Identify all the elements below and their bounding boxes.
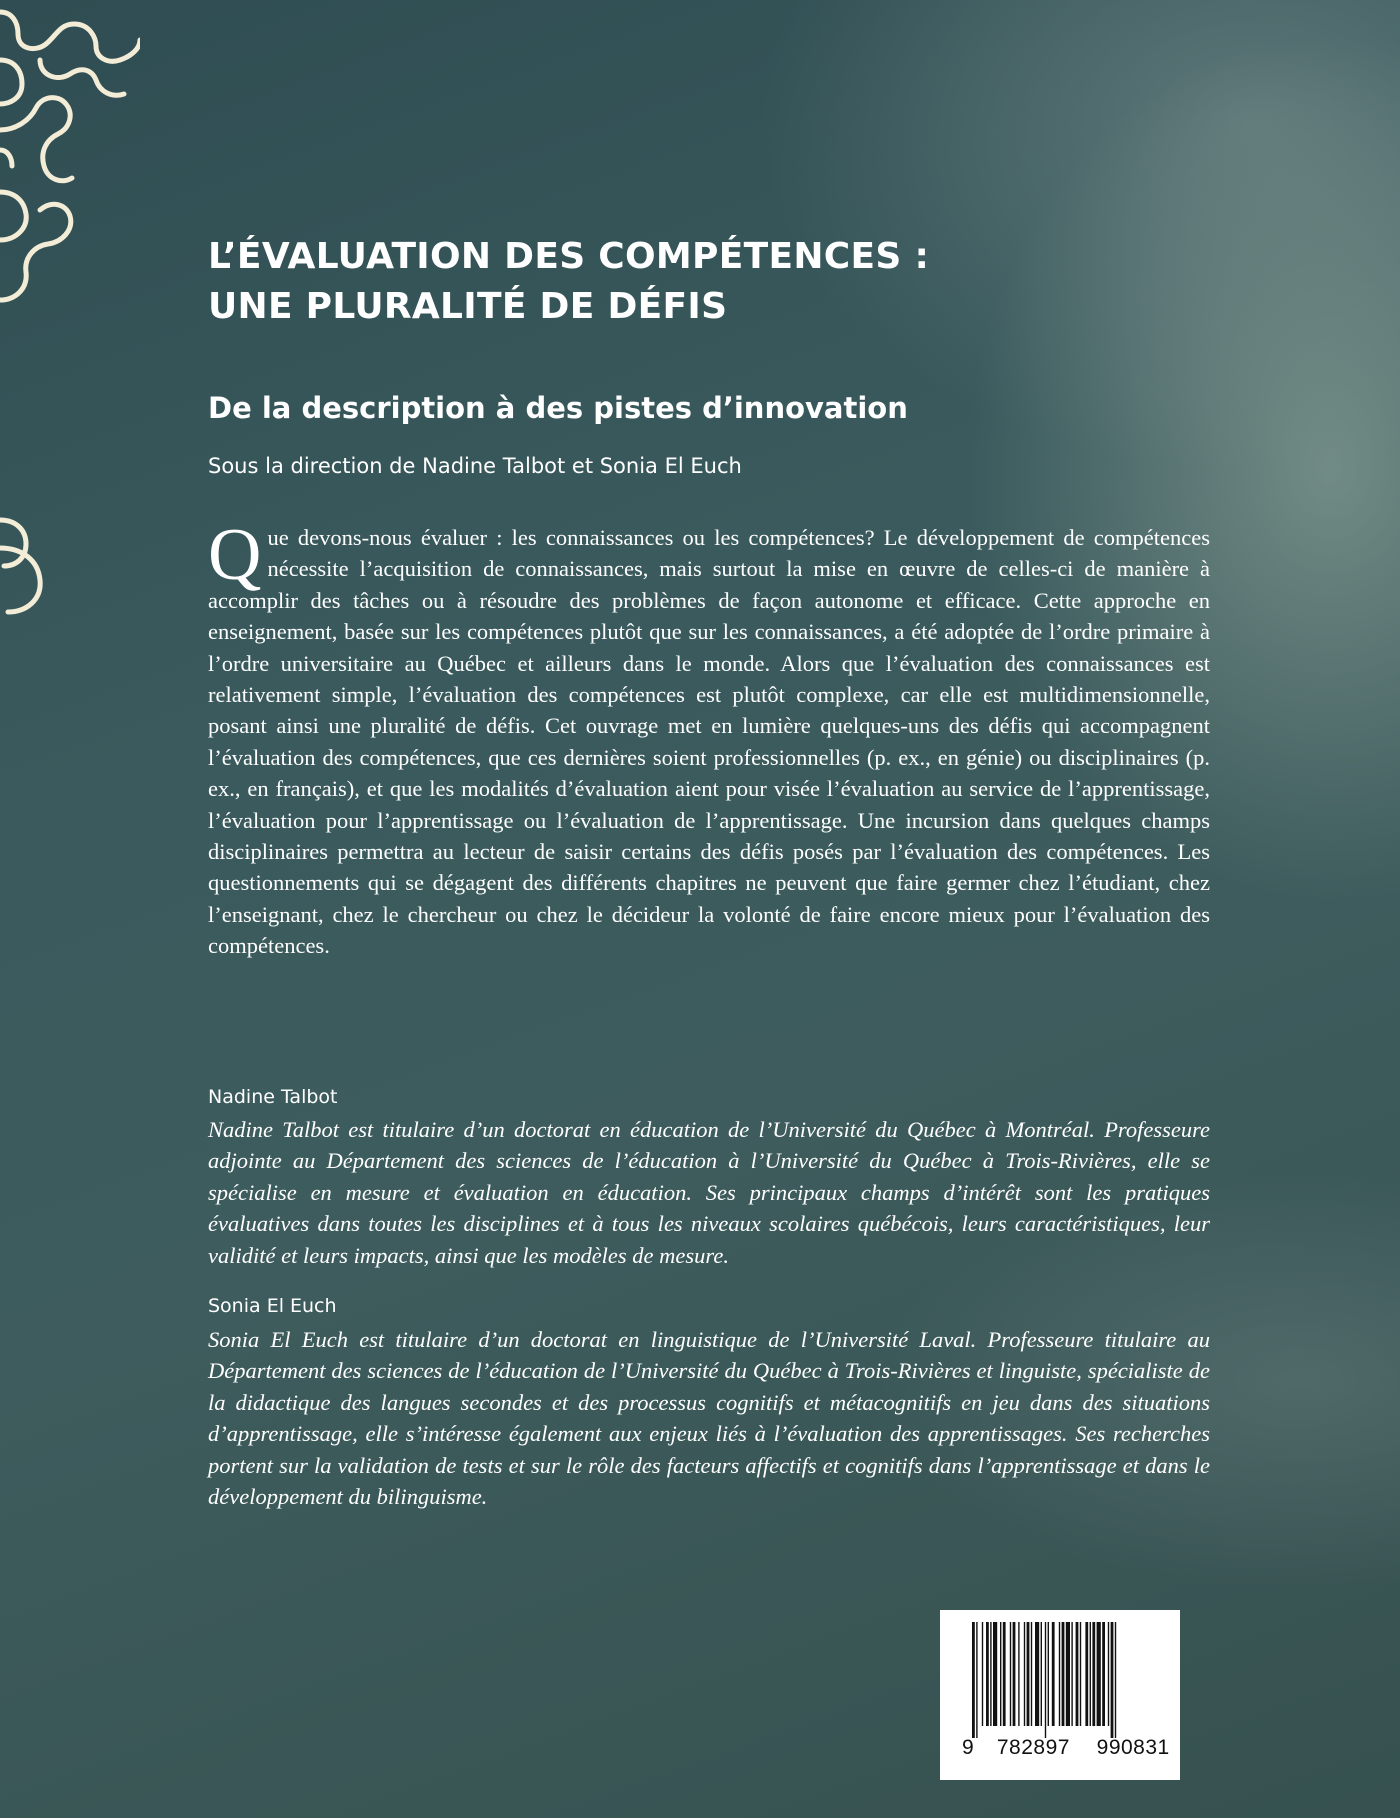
barcode-bar [1097, 1622, 1101, 1726]
book-summary [208, 514, 1210, 962]
book-title-line2: UNE PLURALITÉ DE DÉFIS [208, 286, 728, 327]
barcode-bar [1045, 1622, 1046, 1738]
isbn-digits [962, 1736, 1168, 1760]
book-title [208, 232, 1210, 332]
barcode-bar [1108, 1622, 1109, 1726]
barcode-bar [993, 1622, 997, 1726]
barcode-bar [1031, 1622, 1032, 1726]
barcode-bar [1027, 1622, 1030, 1726]
barcode-bar [1024, 1622, 1025, 1726]
barcode-bar [1062, 1622, 1065, 1726]
barcode-bar [1085, 1622, 1088, 1726]
summary-dropcap: Q [208, 514, 262, 596]
barcode-bars [972, 1622, 1152, 1738]
barcode-bar [972, 1622, 975, 1738]
decorative-curve-pattern [0, 0, 140, 620]
barcode-bar [1048, 1622, 1049, 1726]
barcode-bar [1076, 1622, 1079, 1726]
isbn-first-digit: 9 [962, 1736, 975, 1759]
barcode-bar [1111, 1622, 1114, 1738]
isbn-right-digits: 990831 [1096, 1736, 1170, 1759]
barcode-bar [1080, 1622, 1081, 1726]
barcode-bar [1013, 1622, 1016, 1726]
summary-text: ue devons-nous évaluer : les connaissances ou les compétences? Le développement de compétences nécessite l’acquisition de connaissances, mais surtout la mise en œuvre de celles-ci de manière à accomplir des tâches ou à résoudre des problèmes de façon autonome et efficace. Cette approche en enseignement, basée sur les compétences plutôt que sur les connaissances, a été adoptée de l’ordre primaire à l’ordre universitaire au Québec et ailleurs dans le monde. Alors que l’évaluation des connaissances est relativement simple, l’évaluation des compétences est plutôt complexe, car elle est multidimensionnelle, posant ainsi une pluralité de défis. Cet ouvrage met en lumière quelques-uns des défis qui accompagnent l’évaluation des compétences, que ces dernières soient professionnelles (p. ex., en génie) ou disciplinaires (p. ex., en français), et que les modalités d’évaluation aient pour visée l’évaluation au service de l’apprentissage, l’évaluation pour l’apprentissage ou l’évaluation de l’apprentissage. Une incursion dans quelques champs disciplinaires permettra au lecteur de saisir certains des défis posés par l’évaluation des compétences. Les questionnements qui se dégagent des différents chapitres ne peuvent que faire germer chez l’étudiant, chez l’enseignant, chez le chercheur ou chez le décideur la volonté de faire encore mieux pour l’évaluation des compétences. [208, 525, 1210, 959]
barcode-bar [1035, 1622, 1039, 1726]
isbn-barcode [940, 1610, 1180, 1780]
barcode-bar [982, 1622, 983, 1726]
barcode-bar [1010, 1622, 1011, 1726]
barcode-bar [1090, 1622, 1091, 1726]
barcode-bar [1041, 1622, 1042, 1726]
author-name-2: Sonia El Euch [208, 1295, 337, 1317]
barcode-bar [1102, 1622, 1105, 1726]
barcode-bar [1092, 1622, 1095, 1726]
author-name-1: Nadine Talbot [208, 1086, 338, 1108]
barcode-bar [1003, 1622, 1006, 1726]
barcode-bar [1018, 1622, 1019, 1726]
barcode-bar [1115, 1622, 1116, 1738]
author-bio-2: Sonia El Euch est titulaire d’un doctorat en linguistique de l’Université Laval. Professeure titulaire au Département des sciences de l’éducation de l’Université du Québec à Trois-Rivières et linguiste, spécialiste de la didactique des langues secondes et des processus cognitifs et métacognitifs en jeu dans des situations d’apprentissage, elle s’intéresse également aux enjeux liés à l’évaluation des apprentissages. Ses recherches portent sur la validation de tests et sur le rôle des facteurs affectifs et cognitifs dans l’apprentissage et dans le développement du bilinguisme. [208, 1327, 1210, 1510]
barcode-bar [1000, 1622, 1001, 1726]
barcode-bar [986, 1622, 989, 1726]
editors-line: Sous la direction de Nadine Talbot et Sonia El Euch [208, 454, 742, 478]
barcode-bar [1059, 1622, 1060, 1726]
barcode-bar [1071, 1622, 1072, 1726]
barcode-bar [976, 1622, 977, 1738]
isbn-left-digits: 782897 [996, 1736, 1070, 1759]
book-title-line1: L’ÉVALUATION DES COMPÉTENCES : [208, 236, 930, 277]
barcode-bar [1052, 1622, 1055, 1726]
barcode-bar [990, 1622, 991, 1726]
book-subtitle: De la description à des pistes d’innovation [208, 391, 908, 425]
author-bio-1: Nadine Talbot est titulaire d’un doctorat en éducation de l’Université du Québec à Montréal. Professeure adjointe au Département des sciences de l’éducation à l’Université du Québec à Trois-Rivières, elle se spécialise en mesure et évaluation en éducation. Ses principaux champs d’intérêt sont les pratiques évaluatives dans toutes les disciplines et à tous les niveaux scolaires québécois, leurs caractéristiques, leur validité et leurs impacts, ainsi que les modèles de mesure. [208, 1117, 1210, 1268]
barcode-bar [1066, 1622, 1070, 1726]
